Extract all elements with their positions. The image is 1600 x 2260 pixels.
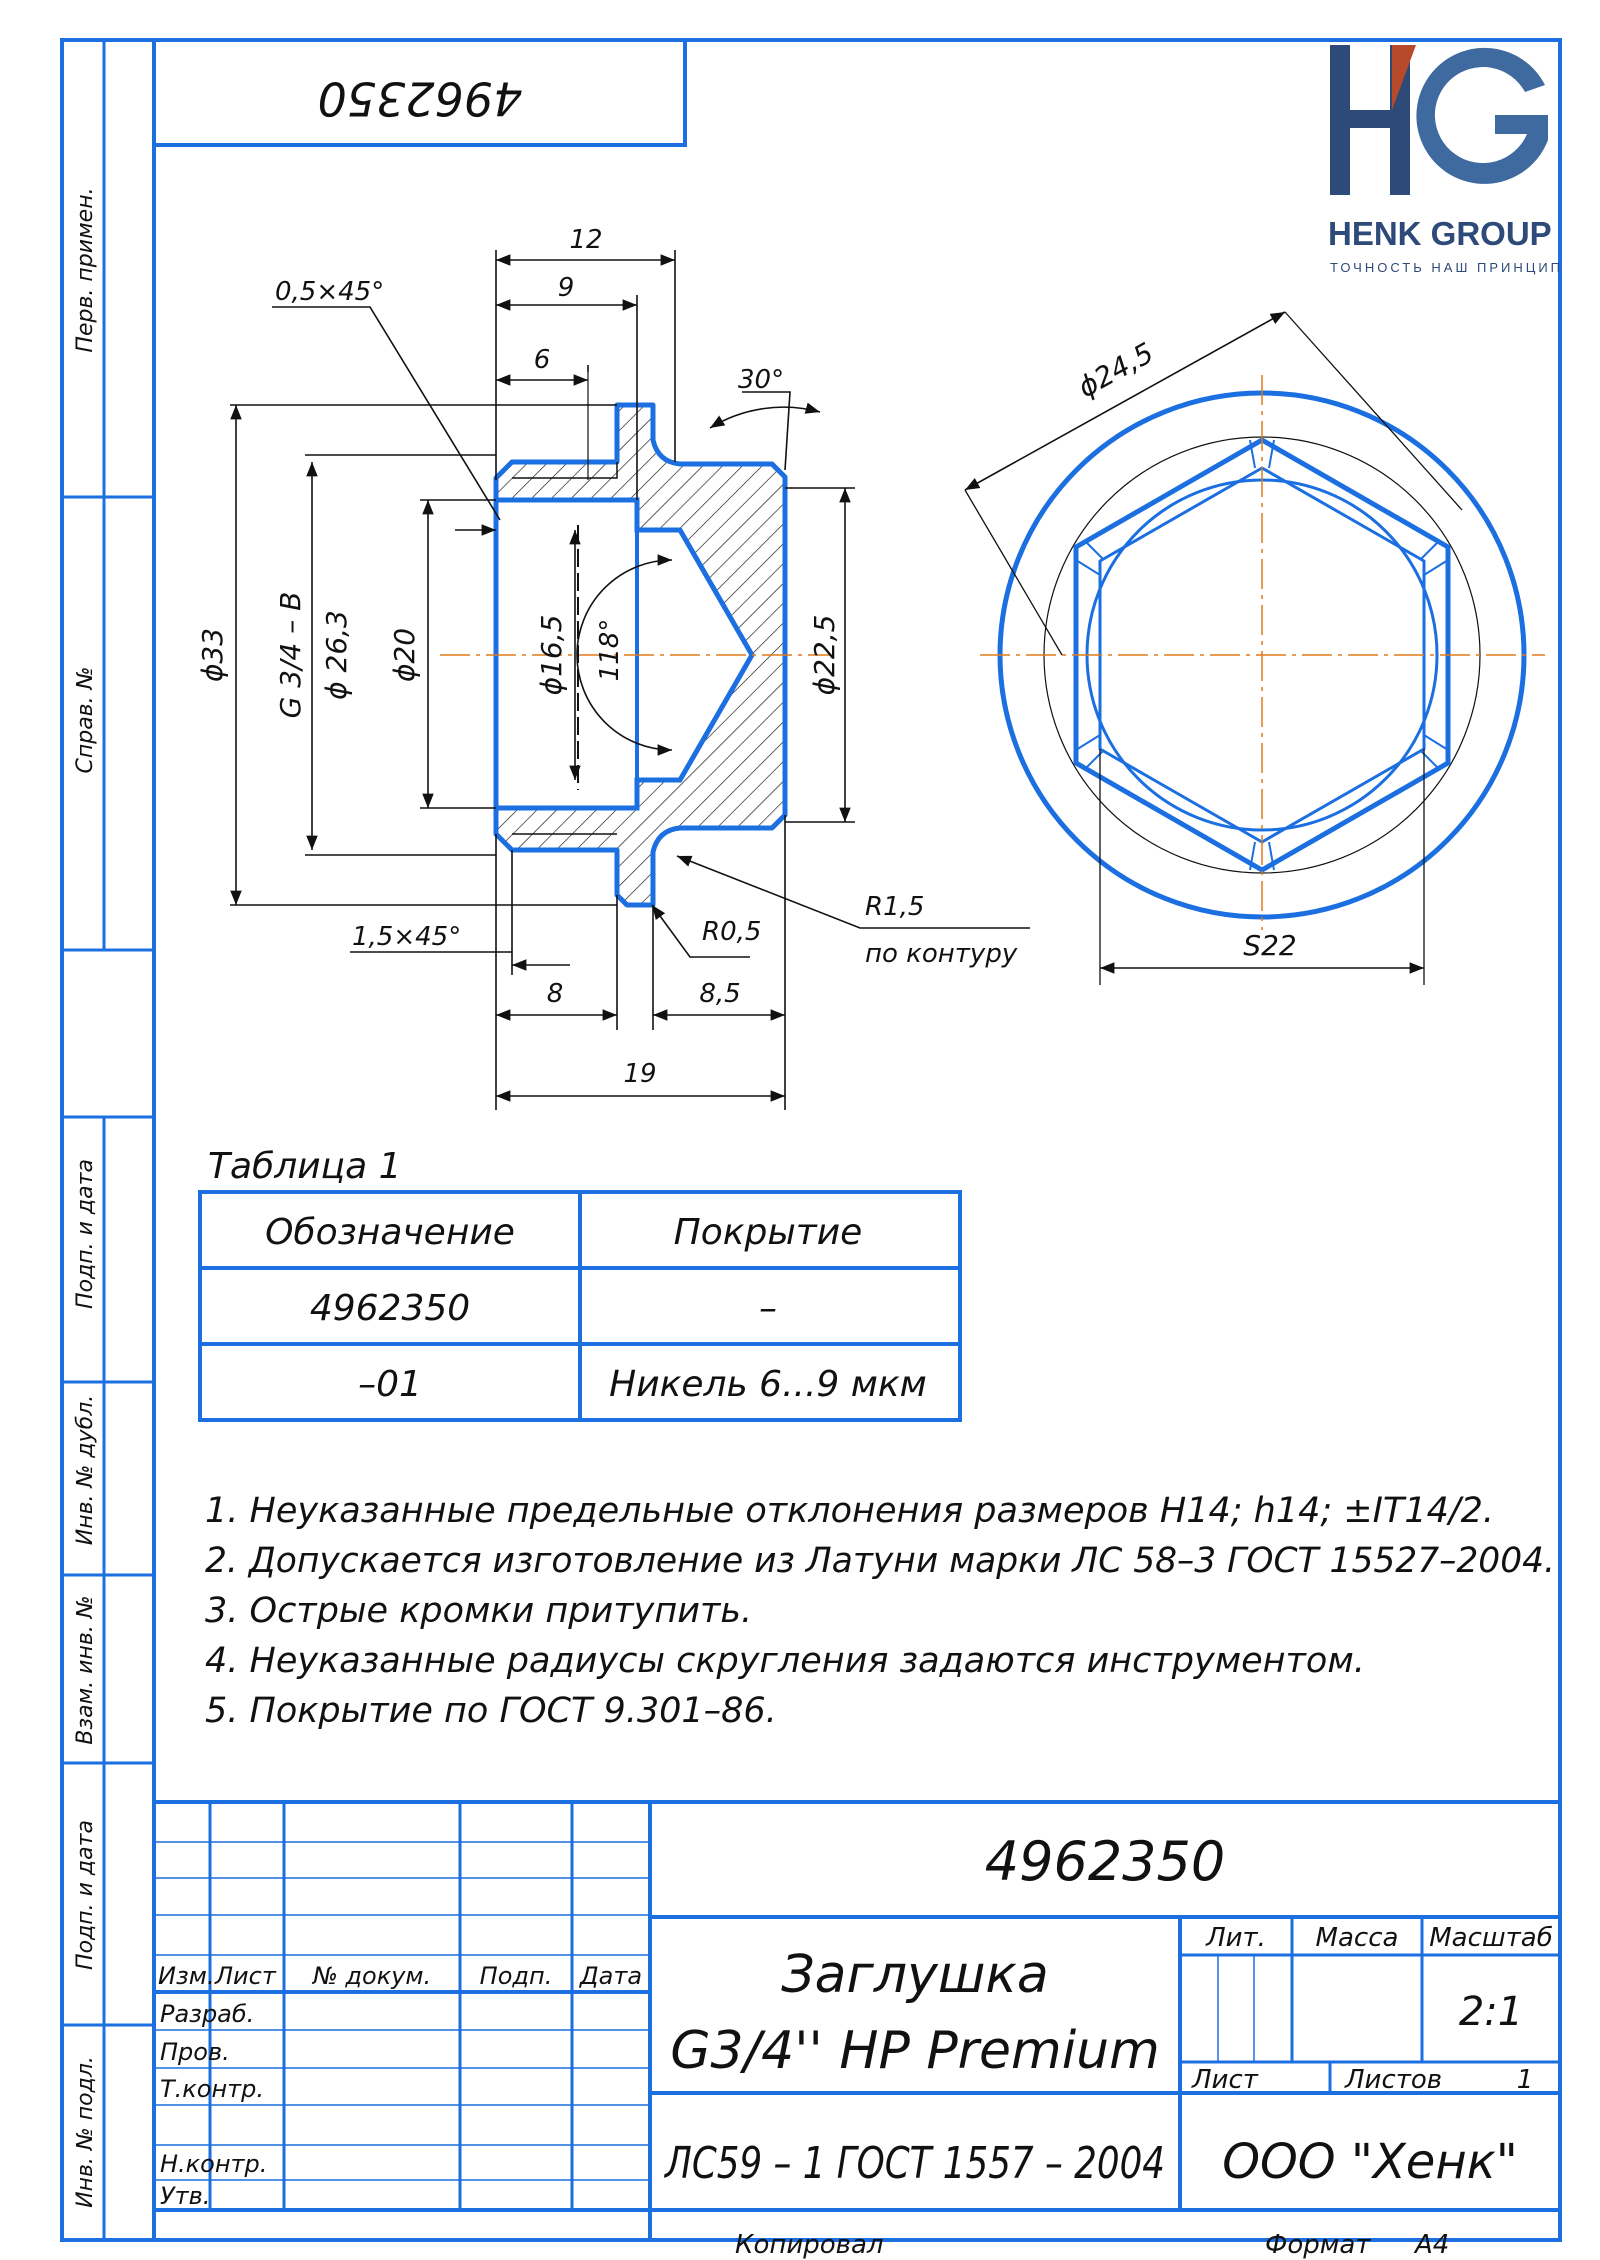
side-label-podp2: Подп. и дата [73, 1820, 98, 1970]
logo-slogan: ТОЧНОСТЬ НАШ ПРИНЦИП [1330, 260, 1564, 275]
henk-group-logo [1328, 45, 1563, 275]
side-label-inv-dubl: Инв. № дубл. [73, 1394, 98, 1546]
table-header-designation: Обозначение [265, 1212, 515, 1253]
title-name-line2: G3/4'' HP Premium [670, 2021, 1160, 2081]
dim-d33: ϕ33 [196, 627, 229, 683]
table-cell: –01 [358, 1364, 422, 1405]
end-view [965, 312, 1545, 985]
scale-value: 2:1 [1458, 1989, 1524, 2035]
label-sheets: Листов [1345, 2065, 1443, 2095]
side-label-perv: Перв. примен. [73, 187, 98, 353]
dim-6: 6 [533, 345, 551, 375]
sheet-frame [62, 40, 1560, 2240]
role-nkontr: Н.контр. [160, 2150, 268, 2178]
title-name-line1: Заглушка [781, 1945, 1049, 2005]
role-prov: Пров. [160, 2038, 230, 2066]
title-company: ООО "Хенк" [1222, 2134, 1518, 2190]
format-value: А4 [1415, 2230, 1450, 2260]
dim-r15: R1,5 [865, 892, 925, 922]
dim-12: 12 [569, 225, 603, 255]
col-doc: № докум. [312, 1962, 432, 1990]
note-line: 4. Неуказанные радиусы скругления задаются инструментом. [205, 1641, 1365, 1681]
role-utv: Утв. [160, 2182, 211, 2210]
table-header-coating: Покрытие [673, 1212, 863, 1253]
label-scale: Масштаб [1429, 1923, 1553, 1953]
side-label-vzam: Взам. инв. № [73, 1595, 98, 1745]
sheets-value: 1 [1516, 2065, 1534, 2095]
dim-thread: G 3/4 – B [274, 591, 307, 719]
dim-angle-30: 30° [738, 365, 785, 395]
title-designation: 4962350 [984, 1830, 1226, 1893]
side-labels [73, 187, 98, 2207]
note-line: 3. Острые кромки притупить. [205, 1591, 753, 1631]
dim-9: 9 [557, 273, 575, 303]
dim-8: 8 [546, 979, 564, 1009]
table-title: Таблица 1 [208, 1146, 402, 1187]
table-cell: 4962350 [309, 1288, 471, 1329]
note-line: 1. Неуказанные предельные отклонения размеров H14; h14; ±IT14/2. [205, 1491, 1495, 1531]
col-izm: Изм. [158, 1962, 215, 1990]
dim-chamfer-bottom: 1,5×45° [352, 922, 462, 952]
side-label-sprav: Справ. № [73, 666, 98, 774]
dim-r05: R0,5 [702, 917, 762, 947]
side-label-inv-podl: Инв. № подл. [73, 2056, 98, 2208]
logo-company: HENK GROUP [1328, 215, 1552, 252]
dim-d26: ϕ 26,3 [320, 610, 353, 700]
table-cell: Никель 6...9 мкм [609, 1364, 927, 1405]
note-line: 5. Покрытие по ГОСТ 9.301–86. [205, 1691, 777, 1731]
label-format: Формат [1265, 2230, 1371, 2260]
label-lit: Лит. [1206, 1923, 1266, 1953]
dim-d16: ϕ16,5 [535, 614, 568, 696]
note-line: 2. Допускается изготовление из Латуни марки ЛС 58–3 ГОСТ 15527–2004. [205, 1541, 1555, 1581]
table-cell: – [759, 1288, 777, 1329]
top-number: 4962350 [317, 71, 523, 126]
col-sign: Подп. [479, 1962, 553, 1990]
section-dimension-texts [196, 225, 1018, 1089]
dim-s22: S22 [1243, 929, 1297, 962]
dim-chamfer-top: 0,5×45° [275, 277, 385, 307]
label-copied: Копировал [735, 2230, 884, 2260]
role-tkontr: Т.контр. [160, 2075, 265, 2103]
section-view [440, 372, 830, 905]
dim-d24-5: ϕ24,5 [1072, 336, 1160, 405]
role-razrab: Разраб. [160, 2000, 255, 2028]
col-date: Дата [579, 1962, 643, 1990]
dim-118: 118° [595, 618, 625, 682]
side-label-podp1: Подп. и дата [73, 1159, 98, 1309]
title-material: ЛС59 – 1 ГОСТ 1557 – 2004 [663, 2138, 1165, 2189]
dim-8-5: 8,5 [699, 979, 741, 1009]
label-mass: Масса [1315, 1923, 1399, 1953]
label-sheet: Лист [1192, 2065, 1258, 2095]
dim-19: 19 [623, 1059, 657, 1089]
col-list: Лист [215, 1962, 276, 1990]
dim-r15-note: по контуру [865, 939, 1018, 969]
dim-d20: ϕ20 [388, 627, 421, 683]
dim-d22: ϕ22,5 [808, 614, 841, 696]
technical-notes [205, 1491, 1555, 1731]
